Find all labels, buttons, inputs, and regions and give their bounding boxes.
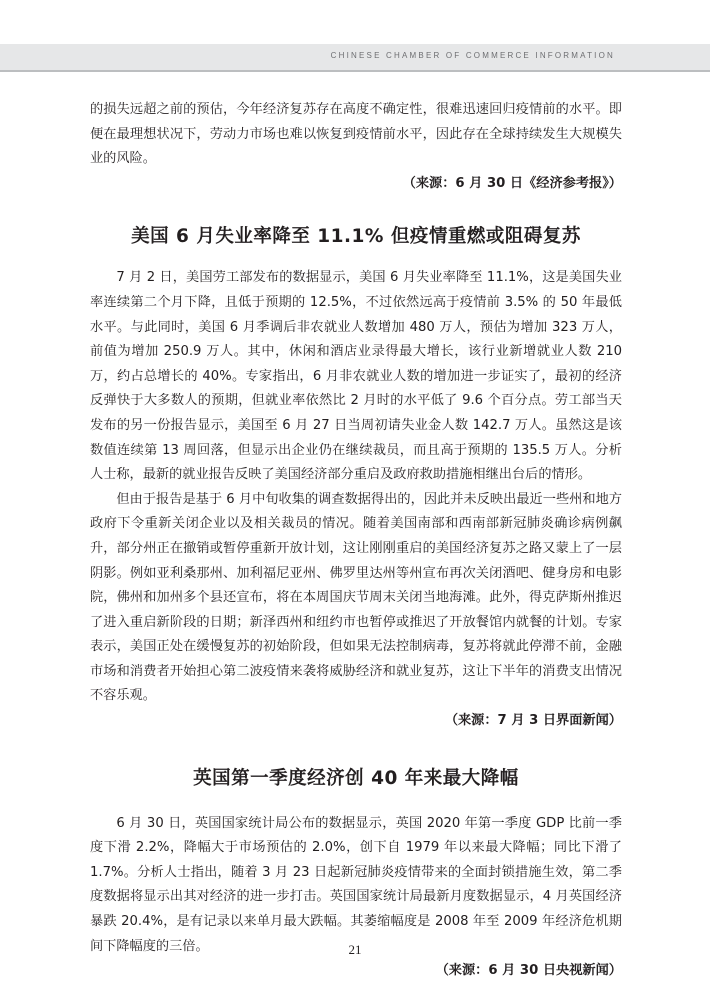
article-source: （来源：7 月 3 日界面新闻） bbox=[444, 713, 622, 729]
article-paragraph: 但由于报告是基于 6 月中旬收集的调查数据得出的，因此并未反映出最近一些州和地方政府下令重新关闭企业以及相关裁员的情况。随着美国南部和西南部新冠肺炎确诊病例飙升，部分州正在撤销或暂停重新开放计划，这让刚刚重启的美国经济复苏之路又蒙上了一层阴影。例如亚利桑那州、加利福尼亚州、佛罗里达州等州宣布再次关闭酒吧、健身房和电影院，佛州和加州多个县还宣布，将在本周国庆节周末关闭当地海滩。此外，得克萨斯州推迟了进入重启新阶段的日期；新泽西州和纽约市也暂停或推迟了开放餐馆内就餐的计划。专家表示，美国正处在缓慢复苏的初始阶段，但如果无法控制病毒，复苏将就此停滞不前，金融市场和消费者开始担心第二波疫情来袭将威胁经济和就业复苏，这让下半年的消费支出情况不容乐观。 bbox=[90, 491, 622, 704]
article-title-us-unemployment: 美国 6 月失业率降至 11.1% 但疫情重燃或阻碍复苏 bbox=[131, 226, 581, 248]
header-divider bbox=[0, 70, 710, 72]
publication-name: CHINESE CHAMBER OF COMMERCE INFORMATION bbox=[330, 51, 615, 60]
running-header bbox=[0, 44, 710, 70]
page-number: 21 bbox=[348, 942, 362, 957]
article-source: （来源：6 月 30 日央视新闻） bbox=[435, 963, 622, 979]
page-body bbox=[90, 98, 622, 984]
article-paragraph: 6 月 30 日，英国国家统计局公布的数据显示，英国 2020 年第一季度 GDP 比前一季度下滑 2.2%，降幅大于市场预估的 2.0%，创下自 1979 年以来最大降幅；同比下滑了 1.7%。分析人士指出，随着 3 月 23 日起新冠肺炎疫情带来的全面封锁措施生效，第二季度数据将显示出其对经济的进一步打击。英国国家统计局最新月度数据显示，4 月英国经济暴跌 20.4%，是有记录以来单月最大跌幅。其萎缩幅度是 2008 年至 2009 年经济危机期间下降幅度的三倍。 bbox=[90, 815, 622, 954]
continued-paragraph: 的损失远超之前的预估，今年经济复苏存在高度不确定性，很难迅速回归疫情前的水平。即便在最理想状况下，劳动力市场也难以恢复到疫情前水平，因此存在全球持续发生大规模失业的风险。 bbox=[90, 102, 622, 167]
article-paragraph: 7 月 2 日，美国劳工部发布的数据显示，美国 6 月失业率降至 11.1%，这是美国失业率连续第二个月下降，且低于预期的 12.5%，不过依然远高于疫情前 3.5% 的 50 年最低水平。与此同时，美国 6 月季调后非农就业人数增加 480 万人，预估为增加 323 万人，前值为增加 250.9 万人。其中，休闲和酒店业录得最大增长，该行业新增就业人数 210 万，约占总增长的 40%。专家指出，6 月非农就业人数的增加进一步证实了，最初的经济反弹快于大多数人的预期，但就业率依然比 2 月时的水平低了 9.6 个百分点。劳工部当天发布的另一份报告显示，美国至 6 月 27 日当周初请失业金人数 142.7 万人。虽然这是该数值连续第 13 周回落，但显示出企业仍在继续裁员，而且高于预期的 135.5 万人。分析人士称，最新的就业报告反映了美国经济部分重启及政府救助措施相继出台后的情形。 bbox=[90, 270, 622, 483]
article-title-uk-gdp: 英国第一季度经济创 40 年来最大降幅 bbox=[193, 767, 519, 789]
continued-source: （来源：6 月 30 日《经济参考报》） bbox=[402, 175, 622, 191]
